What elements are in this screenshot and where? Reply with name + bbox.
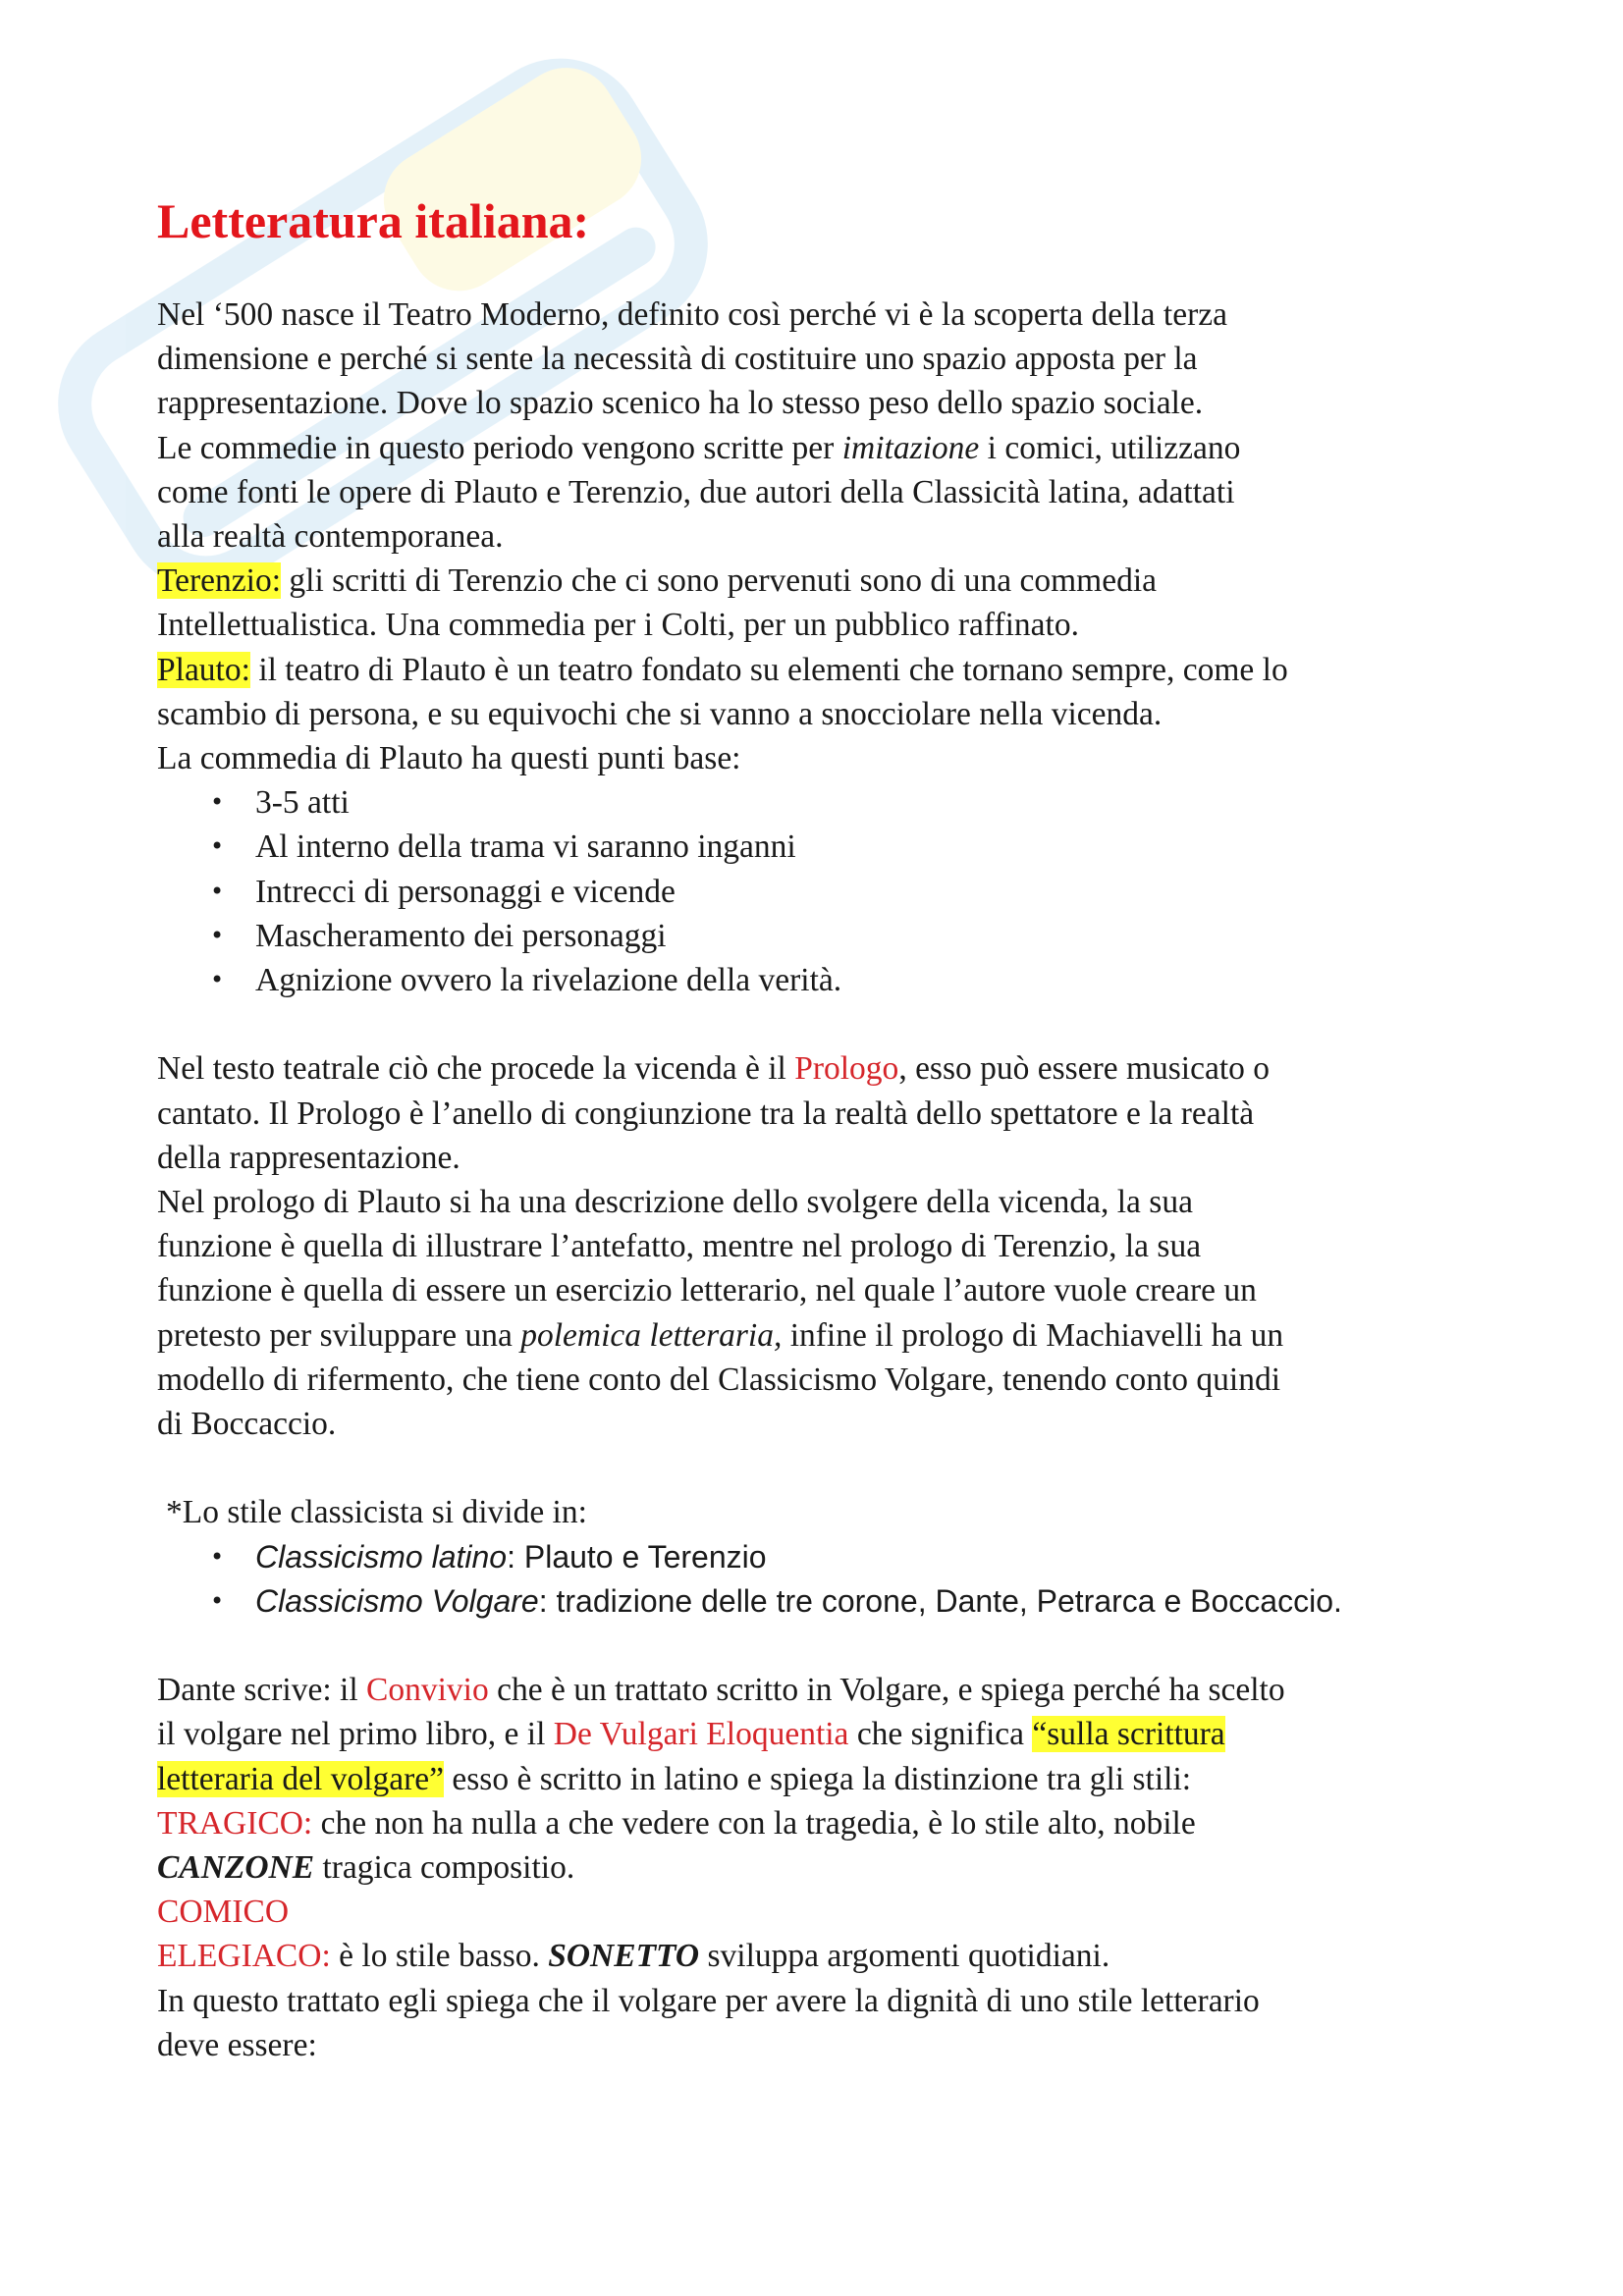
text-run: infine il prologo di Machiavelli ha un — [782, 1316, 1284, 1354]
text-run: che significa — [848, 1716, 1033, 1753]
italic-term: Classicismo latino — [255, 1538, 508, 1575]
text-run: Le commedie in questo periodo vengono scritte per — [157, 429, 842, 466]
dante-line3 — [157, 1757, 1492, 1801]
blank-line — [157, 1624, 1492, 1668]
blank-line — [157, 1446, 1492, 1490]
blank-line — [157, 1002, 1492, 1046]
para1-line3: rappresentazione. Dove lo spazio scenico ha lo stesso peso dello spazio sociale. — [157, 385, 1204, 422]
text-run: Nel testo teatrale ciò che procede la vicenda è il — [157, 1050, 795, 1088]
prologo-line1 — [157, 1046, 1492, 1091]
text-run: esso è scritto in latino e spiega la distinzione tra gli stili: — [444, 1760, 1192, 1797]
prologo-line7 — [157, 1313, 1492, 1358]
highlight-plauto: Plauto: — [157, 651, 250, 688]
list-item: • Al interno della trama vi saranno inganni — [255, 825, 1492, 869]
text-run: Dante scrive: il — [157, 1672, 367, 1709]
elegiaco-line — [157, 1934, 1492, 1978]
list-item — [255, 1535, 1492, 1579]
text-run: sviluppa argomenti quotidiani. — [699, 1938, 1110, 1975]
italic-term: Classicismo Volgare — [255, 1582, 539, 1619]
document-page — [157, 191, 1492, 2067]
list-item — [255, 1579, 1492, 1624]
plauto-line3: La commedia di Plauto ha questi punti base: — [157, 740, 741, 777]
plauto-line2: scambio di persona, e su equivochi che si vanno a snocciolare nella vicenda. — [157, 695, 1163, 732]
text-run: pretesto per sviluppare una — [157, 1316, 521, 1354]
dante-line2 — [157, 1712, 1492, 1756]
prologo-line2: cantato. Il Prologo è l’anello di congiunzione tra la realtà dello spettatore e la realtà — [157, 1095, 1255, 1132]
dante-line1 — [157, 1668, 1492, 1712]
red-term-elegiaco: ELEGIACO: — [157, 1938, 331, 1975]
para2-line1 — [157, 426, 1492, 470]
terenzio-line1 — [157, 559, 1492, 603]
prologo-line4: Nel prologo di Plauto si ha una descrizione dello svolgere della vicenda, la sua — [157, 1184, 1193, 1221]
dante-last-line1: In questo trattato egli spiega che il volgare per avere la dignità di uno stile letterario — [157, 1982, 1260, 2019]
red-term-comico: COMICO — [157, 1894, 290, 1931]
text-run: i comici, utilizzano — [979, 429, 1241, 466]
plauto-points-list — [157, 780, 1492, 1002]
red-term-de-vulgari: De Vulgari Eloquentia — [553, 1716, 849, 1753]
highlight-terenzio: Terenzio: — [157, 562, 282, 600]
stile-intro: *Lo stile classicista si divide in: — [166, 1494, 587, 1531]
red-term-convivio: Convivio — [366, 1672, 489, 1709]
text-run: tragica compositio. — [314, 1849, 575, 1887]
highlight-quote: letteraria del volgare” — [157, 1760, 445, 1797]
list-item: • Agnizione ovvero la rivelazione della verità. — [255, 958, 1492, 1002]
text-run: il volgare nel primo libro, e il — [157, 1716, 554, 1753]
list-item: • 3-5 atti — [255, 780, 1492, 825]
text-run: il teatro di Plauto è un teatro fondato su elementi che tornano sempre, come lo — [249, 651, 1288, 688]
para2-line3: alla realtà contemporanea. — [157, 518, 504, 556]
prologo-line9: di Boccaccio. — [157, 1406, 337, 1443]
canzone-line — [157, 1845, 1492, 1890]
text-run: : Plauto e Terenzio — [507, 1538, 767, 1575]
italic-term: polemica letteraria, — [520, 1316, 783, 1354]
prologo-line8: modello di rifermento, che tiene conto del Classicismo Volgare, tenendo conto quindi — [157, 1361, 1281, 1398]
text-run: che è un trattato scritto in Volgare, e spiega perché ha scelto — [488, 1672, 1285, 1709]
para1-line1: Nel ‘500 nasce il Teatro Moderno, definito così perché vi è la scoperta della terza — [157, 296, 1227, 333]
text-run: gli scritti di Terenzio che ci sono pervenuti sono di una commedia — [281, 562, 1158, 600]
para2-line2: come fonti le opere di Plauto e Terenzio, due autori della Classicità latina, adattati — [157, 473, 1235, 510]
bold-italic-term: SONETTO — [548, 1938, 700, 1975]
list-item: • Intrecci di personaggi e vicende — [255, 870, 1492, 914]
prologo-line6: funzione è quella di essere un esercizio letterario, nel quale l’autore vuole creare un — [157, 1272, 1257, 1309]
prologo-line5: funzione è quella di illustrare l’antefatto, mentre nel prologo di Terenzio, la sua — [157, 1228, 1202, 1265]
red-term-prologo: Prologo — [794, 1050, 899, 1088]
terenzio-line2: Intellettualistica. Una commedia per i Colti, per un pubblico raffinato. — [157, 607, 1079, 644]
prologo-line3: della rappresentazione. — [157, 1139, 460, 1176]
plauto-line1 — [157, 648, 1492, 692]
highlight-quote: “sulla scrittura — [1032, 1716, 1225, 1753]
italic-term: imitazione — [841, 429, 980, 466]
bold-italic-term: CANZONE — [157, 1849, 315, 1887]
text-run: è lo stile basso. — [330, 1938, 549, 1975]
document-title: Letteratura italiana: — [157, 193, 590, 248]
tragico-line — [157, 1801, 1492, 1845]
dante-last-line2: deve essere: — [157, 2026, 317, 2063]
para1-line2: dimensione e perché si sente la necessità di costituire uno spazio apposta per la — [157, 341, 1198, 378]
list-item: • Mascheramento dei personaggi — [255, 914, 1492, 958]
stile-list — [157, 1535, 1492, 1624]
text-run: : tradizione delle tre corone, Dante, Petrarca e Boccaccio. — [538, 1582, 1342, 1619]
text-run: che non ha nulla a che vedere con la tragedia, è lo stile alto, nobile — [312, 1804, 1196, 1842]
red-term-tragico: TRAGICO: — [157, 1804, 313, 1842]
text-run: , esso può essere musicato o — [898, 1050, 1271, 1088]
